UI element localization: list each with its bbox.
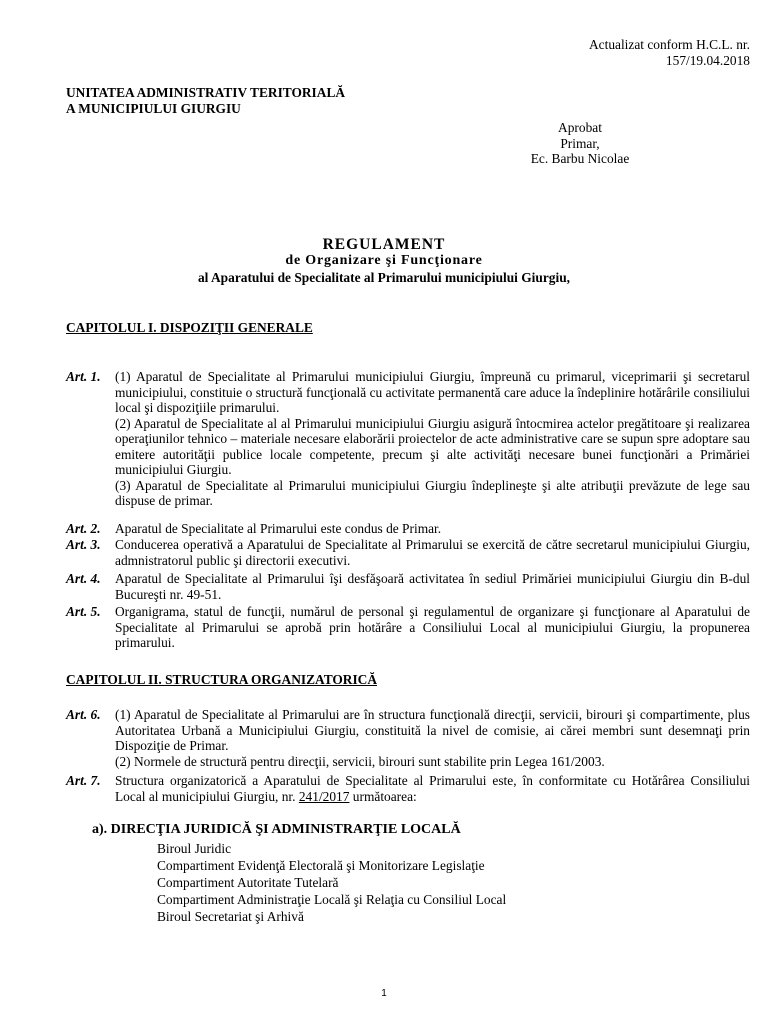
article-7-text-before: Structura organizatorică a Aparatului de Specialitate al Primarului este, în conformitate cu Hotărârea Consiliului Local al municipiului Giurgiu, nr. <box>115 773 750 804</box>
article-2 <box>66 521 750 537</box>
article-7-text-after: următoarea: <box>349 788 417 804</box>
article-3 <box>66 537 750 568</box>
article-1 <box>66 369 750 509</box>
title-line3: al Aparatului de Specialitate al Primarului municipiului Giurgiu, <box>197 270 570 285</box>
article-2-label: Art. 2. <box>66 521 101 536</box>
article-1-paragraph-2: (2) Aparatul de Specialitate al al Primarului municipiului Giurgiu asigură întocmirea actelor pregătitoare şi realizarea operaţiunilor tehnico – materiale necesare elaborării proiectelor de acte administrative care se supun spre adoptare sau emitere autorităţii publice locale competente, precum şi alte activităţi necesare bunei funcţionări a Primăriei municipiului Giurgiu. <box>115 415 750 477</box>
article-3-text: Conducerea operativă a Aparatului de Specialitate al Primarului se exercită de către secretarul municipiului Giurgiu, admnistratorul public şi directorii executivi. <box>115 537 750 568</box>
document-title <box>0 236 768 286</box>
article-3-label: Art. 3. <box>66 537 101 552</box>
article-7-label: Art. 7. <box>66 773 101 788</box>
hcl-number: 241/2017 <box>298 788 350 804</box>
article-6-label: Art. 6. <box>66 707 101 722</box>
approval-line2: Primar, <box>560 135 600 151</box>
title-line2: de Organizare şi Funcţionare <box>285 253 483 268</box>
chapter1-heading: CAPITOLUL I. DISPOZIŢII GENERALE <box>66 320 313 335</box>
title-line1: REGULAMENT <box>322 236 446 253</box>
directorate-a-list <box>157 840 506 925</box>
article-4-text: Aparatul de Specialitate al Primarului îşi desfăşoară activitatea în sediul Primăriei municipiului Giurgiu din B-dul Bucureşti nr. 49-51. <box>115 571 750 602</box>
list-item: Compartiment Autoritate Tutelară <box>157 875 339 890</box>
approval-line1: Aprobat <box>558 120 602 135</box>
list-item: Biroul Secretariat şi Arhivă <box>157 909 304 924</box>
article-6-paragraph-2: (2) Normele de structură pentru direcţii, servicii, birouri sunt stabilite prin Legea 161/2003. <box>115 753 605 769</box>
article-4 <box>66 571 750 602</box>
article-5 <box>66 604 750 651</box>
list-item: Compartiment Administraţie Locală şi Relaţia cu Consiliul Local <box>157 892 507 907</box>
approval-block <box>490 120 670 167</box>
article-1-paragraph-3: (3) Aparatul de Specialitate al Primarului municipiului Giurgiu îndeplineşte şi alte atribuţii prevăzute de lege sau dispuse de primar. <box>115 477 750 508</box>
chapter2-heading: CAPITOLUL II. STRUCTURA ORGANIZATORICĂ <box>66 672 378 687</box>
article-7-text <box>115 773 750 804</box>
article-1-paragraph-1: (1) Aparatul de Specialitate al Primarului municipiului Giurgiu, împreună cu primarul, viceprimarii şi secretarul municipiului, constituie o structură funcţională cu activitate permanentă care aduce la îndeplinire hotărârile consiliului local şi dispoziţiile primarului. <box>115 369 750 415</box>
article-1-label: Art. 1. <box>66 369 101 384</box>
institution-header <box>66 85 345 116</box>
article-6 <box>66 707 750 769</box>
list-item: Compartiment Evidenţă Electorală şi Monitorizare Legislaţie <box>157 858 485 873</box>
update-note-line1: Actualizat conform H.C.L. nr. <box>588 37 750 52</box>
article-5-text: Organigrama, statul de funcţii, numărul de personal şi regulamentul de organizare şi funcţionare al Aparatului de Specialitate al Primarului se aprobă prin hotărâre a Consiliului Local al municipiului Giurgiu, la propunerea primarului. <box>115 604 750 650</box>
page-number: 1 <box>381 988 387 999</box>
update-note-line2: 157/19.04.2018 <box>665 52 750 68</box>
approval-line3: Ec. Barbu Nicolae <box>530 151 630 166</box>
article-5-label: Art. 5. <box>66 604 101 619</box>
list-item: Biroul Juridic <box>157 841 232 856</box>
institution-line1: UNITATEA ADMINISTRATIV TERITORIALĂ <box>66 85 346 100</box>
article-7 <box>66 773 750 804</box>
article-2-text: Aparatul de Specialitate al Primarului este condus de Primar. <box>115 521 442 536</box>
article-4-label: Art. 4. <box>66 571 101 586</box>
article-6-paragraph-1: (1) Aparatul de Specialitate al Primarului are în structura funcţională direcţii, servicii, birouri şi compartimente, plus Autoritatea Urbană a Municipiului Giurgiu, constituită la nivel de comisie, ai cărei membri sunt desemnaţi prin Dispoziţie de Primar. <box>115 707 750 753</box>
institution-line2: A MUNICIPIULUI GIURGIU <box>66 100 241 116</box>
update-note <box>520 37 750 68</box>
directorate-a-title: a). DIRECŢIA JURIDICĂ ŞI ADMINISTRARŢIE LOCALĂ <box>92 822 461 837</box>
